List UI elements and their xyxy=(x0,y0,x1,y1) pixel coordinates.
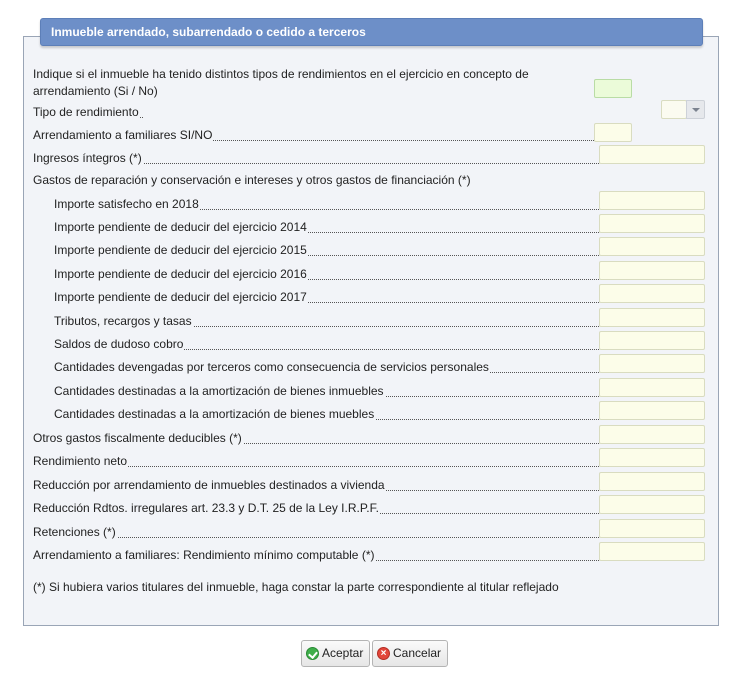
saldos-field[interactable] xyxy=(599,331,705,350)
tipo-rendimiento-select[interactable] xyxy=(661,100,687,119)
reduccion-irregulares-label: Reducción Rdtos. irregulares art. 23.3 y D.T. 25 de la Ley I.R.P.F. xyxy=(33,501,379,515)
distintos-tipos-field[interactable] xyxy=(594,79,632,98)
cancel-button[interactable] xyxy=(372,640,448,667)
retenciones-field[interactable] xyxy=(599,519,705,538)
pendiente-2014-label: Importe pendiente de deducir del ejercicio 2014 xyxy=(54,220,307,234)
pendiente-2014-field[interactable] xyxy=(599,214,705,233)
amort-muebles-field[interactable] xyxy=(599,401,705,420)
importe-satisfecho-field[interactable] xyxy=(599,191,705,210)
question-label-line2: arrendamiento (Si / No) xyxy=(33,84,158,98)
leader-line xyxy=(33,537,599,538)
retenciones-label: Retenciones (*) xyxy=(33,525,116,539)
arrendamiento-familiares-field[interactable] xyxy=(594,123,632,142)
ingresos-integros-label: Ingresos íntegros (*) xyxy=(33,151,142,165)
accept-button[interactable] xyxy=(301,640,370,667)
footnote: (*) Si hubiera varios titulares del inmueble, haga constar la parte correspondiente al titular reflejado xyxy=(33,580,559,594)
reduccion-irregulares-field[interactable] xyxy=(599,495,705,514)
importe-satisfecho-label: Importe satisfecho en 2018 xyxy=(54,197,199,211)
pendiente-2016-field[interactable] xyxy=(599,261,705,280)
tributos-field[interactable] xyxy=(599,308,705,327)
ingresos-integros-field[interactable] xyxy=(599,145,705,164)
chevron-down-icon[interactable] xyxy=(686,100,705,119)
saldos-label: Saldos de dudoso cobro xyxy=(54,337,184,351)
pendiente-2016-label: Importe pendiente de deducir del ejercicio 2016 xyxy=(54,267,307,281)
amort-muebles-label: Cantidades destinadas a la amortización de bienes muebles xyxy=(54,407,375,421)
tipo-rendimiento-label: Tipo de rendimiento xyxy=(33,105,139,119)
otros-gastos-field[interactable] xyxy=(599,425,705,444)
minimo-computable-label: Arrendamiento a familiares: Rendimiento mínimo computable (*) xyxy=(33,548,375,562)
check-icon xyxy=(306,647,319,660)
reduccion-vivienda-label: Reducción por arrendamiento de inmuebles destinados a vivienda xyxy=(33,478,385,492)
pendiente-2015-field[interactable] xyxy=(599,237,705,256)
accept-button-label: Aceptar xyxy=(322,646,364,660)
gastos-header-label: Gastos de reparación y conservación e intereses y otros gastos de financiación (*) xyxy=(33,173,471,187)
arrendamiento-familiares-label: Arrendamiento a familiares SI/NO xyxy=(33,128,213,142)
cantidades-terceros-label: Cantidades devengadas por terceros como consecuencia de servicios personales xyxy=(54,360,489,374)
panel-title: Inmueble arrendado, subarrendado o cedido a terceros xyxy=(40,18,703,46)
rendimiento-neto-label: Rendimiento neto xyxy=(33,454,128,468)
reduccion-vivienda-field[interactable] xyxy=(599,472,705,491)
pendiente-2017-field[interactable] xyxy=(599,284,705,303)
cancel-button-label: Cancelar xyxy=(393,646,442,660)
otros-gastos-label: Otros gastos fiscalmente deducibles (*) xyxy=(33,431,242,445)
pendiente-2017-label: Importe pendiente de deducir del ejercicio 2017 xyxy=(54,290,307,304)
close-icon: × xyxy=(377,647,390,660)
minimo-computable-field[interactable] xyxy=(599,542,705,561)
tributos-label: Tributos, recargos y tasas xyxy=(54,314,192,328)
pendiente-2015-label: Importe pendiente de deducir del ejercicio 2015 xyxy=(54,243,307,257)
row-tipo-rendimiento xyxy=(33,103,705,121)
amort-inmuebles-field[interactable] xyxy=(599,378,705,397)
question-label-line1: Indique si el inmueble ha tenido distintos tipos de rendimientos en el ejercicio en concepto de xyxy=(33,67,529,81)
amort-inmuebles-label: Cantidades destinadas a la amortización de bienes inmuebles xyxy=(54,384,384,398)
rendimiento-neto-field[interactable] xyxy=(599,448,705,467)
cantidades-terceros-field[interactable] xyxy=(599,354,705,373)
